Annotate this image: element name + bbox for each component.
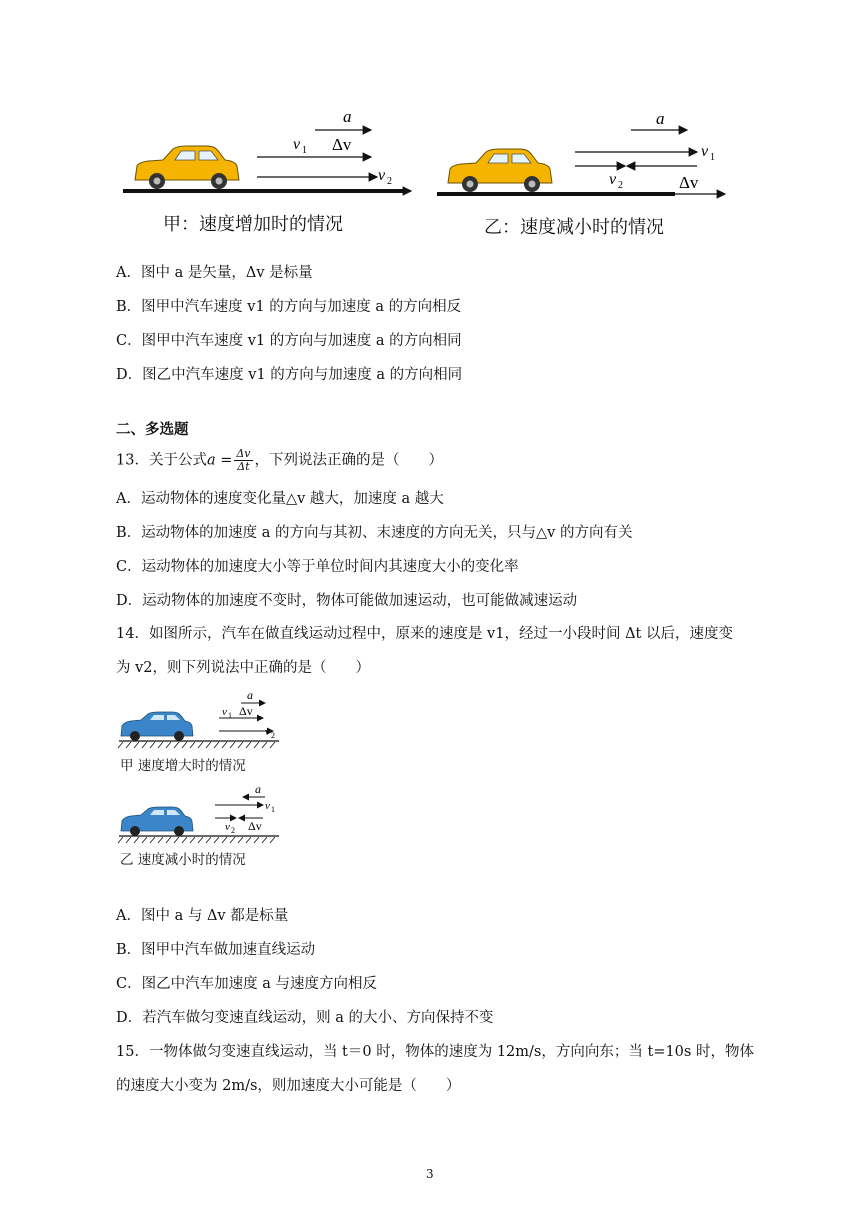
figure-caption-yi: 乙：速度减小时的情况 — [484, 217, 664, 238]
svg-text:1: 1 — [271, 805, 275, 814]
svg-text:Δv: Δv — [239, 704, 253, 718]
svg-text:v: v — [265, 726, 270, 738]
svg-text:Δv: Δv — [679, 173, 699, 192]
svg-text:1: 1 — [228, 711, 232, 720]
q14-option-a: A．图中 a 与 Δv 都是标量 — [116, 908, 289, 924]
yellow-car-left-icon — [135, 146, 239, 189]
q14-option-d: D．若汽车做匀变速直线运动，则 a 的大小、方向保持不变 — [116, 1010, 494, 1026]
svg-text:v: v — [225, 821, 230, 833]
svg-text:Δv: Δv — [332, 135, 352, 154]
section-title: 二、多选题 — [116, 422, 189, 438]
q14-stem-line2: 为 v2，则下列说法中正确的是（ ） — [116, 660, 371, 676]
svg-text:2: 2 — [387, 176, 392, 187]
q13-option-a: A．运动物体的速度变化量△v 越大，加速度 a 越大 — [116, 491, 444, 507]
yellow-car-right-icon — [448, 149, 552, 192]
q15-stem-line2: 的速度大小变为 2m/s，则加速度大小可能是（ ） — [116, 1078, 461, 1094]
svg-text:a: a — [656, 109, 665, 128]
svg-text:1: 1 — [302, 145, 307, 156]
svg-text:2: 2 — [231, 826, 235, 835]
page-number: 3 — [426, 1167, 434, 1181]
q14-stem-line1: 14．如图所示，汽车在做直线运动过程中，原来的速度是 v1，经过一小段时间 Δt 以后，速度变 — [116, 626, 733, 642]
svg-text:2: 2 — [618, 180, 623, 191]
q14-figure-caption-yi: 乙 速度减小时的情况 — [120, 852, 246, 868]
svg-text:a: a — [255, 782, 261, 796]
q13-option-b: B．运动物体的加速度 a 的方向与其初、末速度的方向无关，只与△v 的方向有关 — [116, 525, 633, 541]
q14-figure — [115, 688, 285, 868]
q14-option-b: B．图甲中汽车做加速直线运动 — [116, 942, 316, 958]
q12-option-d: D．图乙中汽车速度 v1 的方向与加速度 a 的方向相同 — [116, 367, 463, 383]
svg-text:1: 1 — [710, 152, 715, 163]
q15-stem-line1: 15．一物体做匀变速直线运动，当 t＝0 时，物体的速度为 12m/s，方向向东；当 t=10s 时，物体 — [116, 1044, 754, 1060]
q12-option-c: C．图甲中汽车速度 v1 的方向与加速度 a 的方向相同 — [116, 333, 462, 349]
q12-option-a: A．图中 a 是矢量，Δv 是标量 — [116, 265, 313, 281]
q13-option-c: C．运动物体的加速度大小等于单位时间内其速度大小的变化率 — [116, 559, 519, 575]
svg-text:v: v — [265, 800, 270, 812]
q14-option-c: C．图乙中汽车加速度 a 与速度方向相反 — [116, 976, 377, 992]
svg-text:v: v — [293, 136, 301, 153]
svg-text:v: v — [378, 167, 386, 184]
q14-figure-caption-jia: 甲 速度增大时的情况 — [120, 758, 246, 774]
svg-text:v: v — [609, 171, 617, 188]
svg-text:v: v — [701, 143, 709, 160]
q12-option-b: B．图甲中汽车速度 v1 的方向与加速度 a 的方向相反 — [116, 299, 462, 315]
svg-text:v: v — [222, 706, 227, 718]
q13-stem: 13．关于公式a = $\frac{\Delta v}{\Delta t}$ ，下列说法正确的是（ ） — [116, 447, 444, 473]
blue-car-top-icon — [121, 712, 193, 741]
figure-caption-jia: 甲：速度增加时的情况 — [163, 214, 343, 235]
svg-text:a: a — [247, 688, 253, 702]
svg-text:a: a — [343, 107, 352, 126]
blue-car-bottom-icon — [121, 807, 193, 836]
q13-formula-fraction: $\frac{\Delta v}{\Delta t}$ — [236, 447, 251, 473]
svg-text:Δv: Δv — [248, 819, 262, 833]
q13-option-d: D．运动物体的加速度不变时，物体可能做加速运动，也可能做减速运动 — [116, 593, 578, 609]
svg-text:2: 2 — [271, 731, 275, 740]
